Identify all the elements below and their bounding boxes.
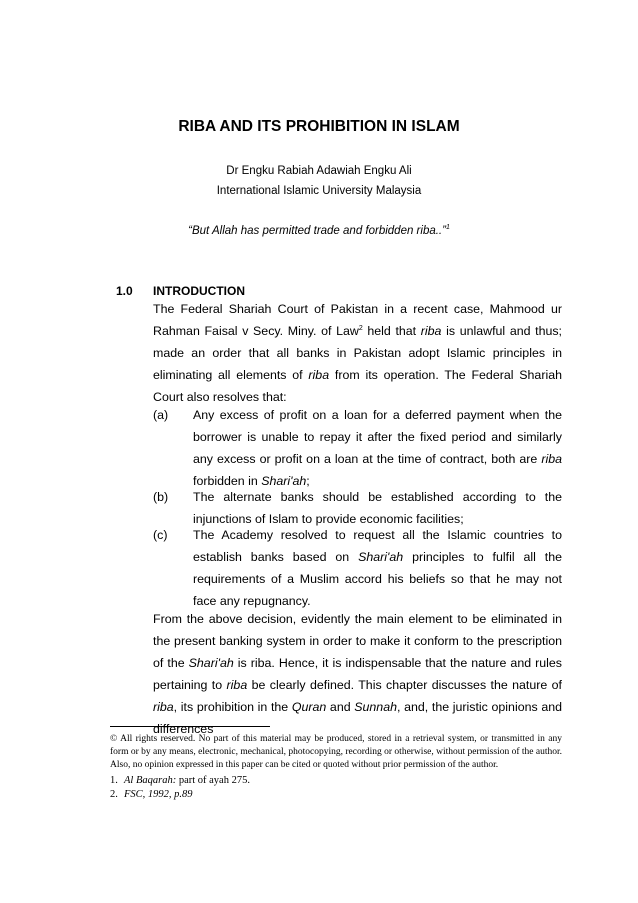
term-shariah: Shari'ah	[261, 474, 307, 488]
body-text: , and, the juristic opinions and differences	[153, 700, 563, 736]
footnote-ref-1[interactable]: 1	[445, 224, 450, 231]
intro-text-1: The Federal Shariah Court of Pakistan in a recent case, Mahmood ur Rahman Faisal v Secy. Miny. of Law	[153, 302, 562, 338]
list-text-part: ;	[306, 474, 310, 488]
list-label: (a)	[153, 408, 169, 422]
author-affiliation: International Islamic University Malaysia	[216, 185, 422, 197]
list-label: (b)	[153, 490, 169, 504]
list-text	[193, 404, 562, 492]
body-paragraph	[153, 608, 562, 740]
footnote-divider	[110, 726, 270, 727]
footnote-2	[110, 788, 193, 802]
list-text	[193, 524, 562, 612]
footnote-ref-2[interactable]: 2	[358, 325, 363, 332]
paper-title: RIBA AND ITS PROHIBITION IN ISLAM	[178, 118, 460, 135]
term-riba: riba	[541, 452, 562, 466]
body-text: From the above decision, evidently the main element to be eliminated in the present banking system in order to make it conform to the prescription of the	[153, 612, 562, 670]
list-text-part: The Academy resolved to request all the Islamic countries to establish banks based on	[193, 528, 562, 564]
term-riba: riba	[420, 324, 442, 338]
term-sunnah: Sunnah	[354, 700, 397, 714]
term-quran: Quran	[291, 700, 327, 714]
copyright-notice: © All rights reserved. No part of this material may be produced, stored in a retrieval system, or transmitted in any form or by any means, electronic, mechanical, photocopying, recording or otherwise, without permission of the author. Also, no opinion expressed in this paper can be cited or quoted without prior permission of the author.	[110, 734, 562, 770]
term-riba: riba	[308, 368, 330, 382]
list-text-part: Any excess of profit on a loan for a deferred payment when the borrower is unable to repay it after the fixed period and similarly any excess or profit on a loan at the time of contract, both are	[193, 408, 562, 466]
section-title: INTRODUCTION	[153, 284, 245, 298]
list-item-a	[153, 404, 562, 492]
epigraph-text: “But Allah has permitted trade and forbidden riba..”	[188, 225, 446, 237]
intro-paragraph	[153, 298, 562, 408]
list-item-c	[153, 524, 562, 612]
list-text-part: principles to fulfil all the requirements of a Muslim accord his beliefs so that he may not face any repugnancy.	[193, 550, 563, 608]
epigraph	[0, 225, 638, 237]
body-text: and	[326, 700, 355, 714]
list-text-part: forbidden in	[193, 474, 262, 488]
list-label: (c)	[153, 528, 168, 542]
footnote-1	[110, 774, 250, 788]
body-text: be clearly defined. This chapter discusses the nature of	[247, 678, 563, 692]
body-text: is riba. Hence, it is indispensable that the nature and rules pertaining to	[153, 656, 562, 692]
term-riba: riba	[153, 700, 174, 714]
intro-text-4: from its operation. The Federal Shariah Court also resolves that:	[153, 368, 562, 404]
footnote-source: Al Baqarah:	[124, 775, 177, 786]
section-number: 1.0	[116, 284, 133, 298]
intro-text-3: is unlawful and thus; made an order that all banks in Pakistan adopt Islamic principles in eliminating all elements of	[153, 324, 563, 382]
term-riba: riba	[226, 678, 248, 692]
footnote-text: part of ayah 275.	[176, 775, 250, 786]
footnote-number: 1.	[110, 775, 118, 786]
term-shariah: Shari'ah	[358, 550, 404, 564]
author-name: Dr Engku Rabiah Adawiah Engku Ali	[226, 165, 412, 177]
list-text: The alternate banks should be established according to the injunctions of Islam to provide economic facilities;	[193, 490, 562, 526]
footnote-number: 2.	[110, 789, 118, 800]
intro-text-2: held that	[362, 324, 421, 338]
body-text: , its prohibition in the	[173, 700, 292, 714]
term-shariah: Shari'ah	[188, 656, 234, 670]
footnote-source: FSC, 1992, p.89	[124, 789, 193, 800]
